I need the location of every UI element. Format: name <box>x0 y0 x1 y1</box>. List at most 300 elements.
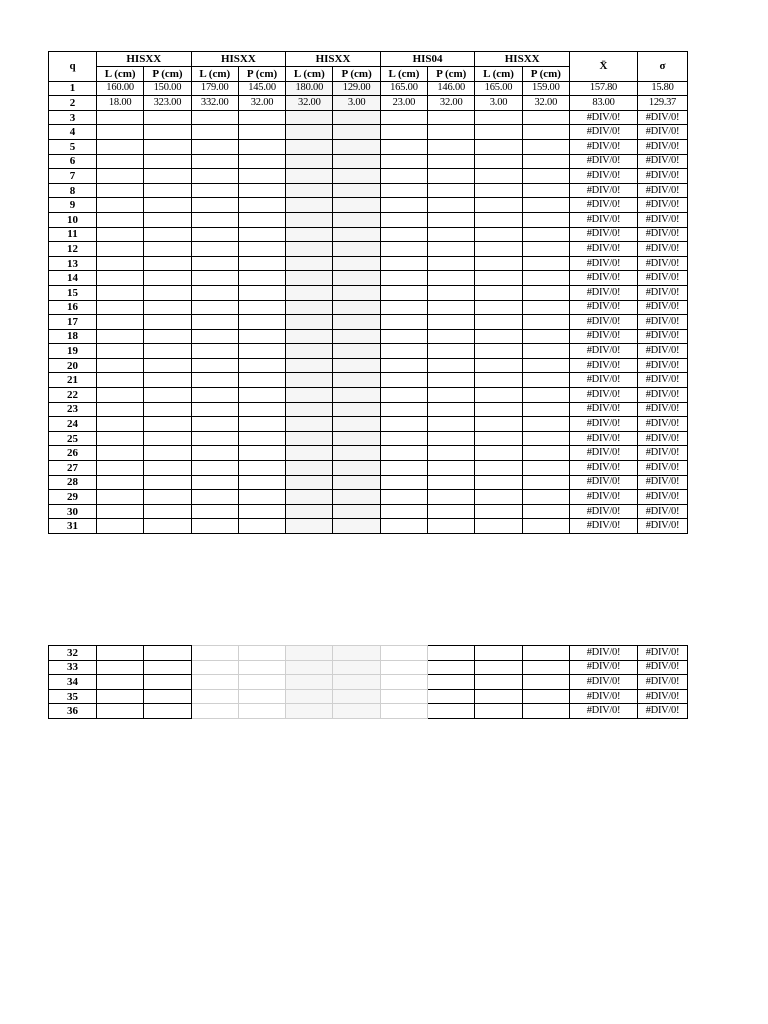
data-cell[interactable] <box>380 212 427 227</box>
data-cell[interactable] <box>286 646 333 661</box>
data-cell[interactable] <box>428 646 475 661</box>
data-cell[interactable] <box>238 417 285 432</box>
data-cell[interactable] <box>475 125 522 140</box>
data-cell[interactable] <box>475 198 522 213</box>
data-cell[interactable] <box>191 490 238 505</box>
data-cell[interactable] <box>144 646 191 661</box>
data-cell[interactable] <box>333 358 380 373</box>
data-cell[interactable] <box>286 198 333 213</box>
data-cell[interactable] <box>380 519 427 534</box>
data-cell[interactable] <box>522 446 569 461</box>
data-cell[interactable] <box>475 271 522 286</box>
data-cell[interactable] <box>428 689 475 704</box>
data-cell[interactable] <box>333 256 380 271</box>
data-cell[interactable] <box>475 110 522 125</box>
data-cell[interactable] <box>97 504 144 519</box>
mean-cell[interactable]: #DIV/0! <box>569 198 637 213</box>
data-cell[interactable] <box>144 139 191 154</box>
data-cell[interactable] <box>144 490 191 505</box>
data-cell[interactable] <box>428 388 475 403</box>
data-cell[interactable] <box>144 475 191 490</box>
data-cell[interactable] <box>238 461 285 476</box>
data-cell[interactable] <box>238 446 285 461</box>
data-cell[interactable] <box>191 183 238 198</box>
data-cell[interactable]: 23.00 <box>380 96 427 111</box>
sd-cell[interactable]: #DIV/0! <box>637 154 687 169</box>
data-cell[interactable] <box>238 227 285 242</box>
data-cell[interactable] <box>97 388 144 403</box>
mean-cell[interactable]: #DIV/0! <box>569 660 637 675</box>
data-cell[interactable] <box>286 704 333 719</box>
data-cell[interactable]: 32.00 <box>522 96 569 111</box>
data-cell[interactable] <box>380 256 427 271</box>
data-cell[interactable] <box>97 242 144 257</box>
data-cell[interactable] <box>144 271 191 286</box>
data-cell[interactable] <box>333 183 380 198</box>
data-cell[interactable] <box>428 227 475 242</box>
mean-cell[interactable]: #DIV/0! <box>569 183 637 198</box>
data-cell[interactable] <box>144 154 191 169</box>
mean-cell[interactable]: #DIV/0! <box>569 689 637 704</box>
data-cell[interactable] <box>238 358 285 373</box>
data-cell[interactable] <box>428 373 475 388</box>
data-cell[interactable] <box>380 402 427 417</box>
data-cell[interactable] <box>475 689 522 704</box>
data-cell[interactable] <box>191 139 238 154</box>
data-cell[interactable] <box>286 344 333 359</box>
data-cell[interactable] <box>522 329 569 344</box>
data-cell[interactable] <box>191 198 238 213</box>
data-cell[interactable] <box>428 329 475 344</box>
sd-cell[interactable]: #DIV/0! <box>637 198 687 213</box>
data-cell[interactable] <box>238 519 285 534</box>
data-cell[interactable] <box>191 344 238 359</box>
data-cell[interactable] <box>333 227 380 242</box>
mean-cell[interactable]: #DIV/0! <box>569 227 637 242</box>
data-cell[interactable] <box>522 227 569 242</box>
data-cell[interactable] <box>428 198 475 213</box>
data-cell[interactable] <box>191 417 238 432</box>
mean-cell[interactable]: #DIV/0! <box>569 490 637 505</box>
sd-cell[interactable]: 129.37 <box>637 96 687 111</box>
data-cell[interactable] <box>333 689 380 704</box>
data-cell[interactable] <box>144 198 191 213</box>
data-cell[interactable] <box>238 139 285 154</box>
data-cell[interactable] <box>144 256 191 271</box>
sd-cell[interactable]: 15.80 <box>637 81 687 96</box>
data-cell[interactable] <box>286 358 333 373</box>
data-cell[interactable] <box>191 329 238 344</box>
data-cell[interactable] <box>238 689 285 704</box>
data-cell[interactable] <box>428 519 475 534</box>
data-cell[interactable] <box>380 344 427 359</box>
data-cell[interactable] <box>380 417 427 432</box>
mean-cell[interactable]: #DIV/0! <box>569 110 637 125</box>
data-cell[interactable] <box>475 504 522 519</box>
data-cell[interactable] <box>286 315 333 330</box>
data-cell[interactable] <box>522 242 569 257</box>
data-cell[interactable] <box>286 242 333 257</box>
data-cell[interactable] <box>522 373 569 388</box>
data-cell[interactable] <box>428 475 475 490</box>
sd-cell[interactable]: #DIV/0! <box>637 242 687 257</box>
mean-cell[interactable]: #DIV/0! <box>569 388 637 403</box>
data-cell[interactable] <box>380 125 427 140</box>
data-cell[interactable] <box>522 490 569 505</box>
sd-cell[interactable]: #DIV/0! <box>637 373 687 388</box>
data-cell[interactable] <box>522 315 569 330</box>
data-cell[interactable] <box>380 660 427 675</box>
data-cell[interactable] <box>191 212 238 227</box>
data-cell[interactable] <box>333 431 380 446</box>
data-cell[interactable] <box>144 660 191 675</box>
sd-cell[interactable]: #DIV/0! <box>637 475 687 490</box>
data-cell[interactable] <box>428 271 475 286</box>
data-cell[interactable] <box>475 169 522 184</box>
data-cell[interactable] <box>97 675 144 690</box>
data-cell[interactable] <box>522 271 569 286</box>
sd-cell[interactable]: #DIV/0! <box>637 660 687 675</box>
data-cell[interactable] <box>522 256 569 271</box>
data-cell[interactable] <box>97 329 144 344</box>
data-cell[interactable] <box>191 315 238 330</box>
data-cell[interactable] <box>144 388 191 403</box>
data-cell[interactable] <box>286 519 333 534</box>
sd-cell[interactable]: #DIV/0! <box>637 300 687 315</box>
sd-cell[interactable]: #DIV/0! <box>637 169 687 184</box>
data-cell[interactable] <box>428 358 475 373</box>
sd-cell[interactable]: #DIV/0! <box>637 689 687 704</box>
sd-cell[interactable]: #DIV/0! <box>637 431 687 446</box>
data-cell[interactable] <box>238 704 285 719</box>
data-cell[interactable] <box>380 504 427 519</box>
sd-cell[interactable]: #DIV/0! <box>637 704 687 719</box>
data-cell[interactable] <box>286 431 333 446</box>
data-cell[interactable] <box>475 242 522 257</box>
data-cell[interactable] <box>97 198 144 213</box>
data-cell[interactable] <box>333 212 380 227</box>
mean-cell[interactable]: #DIV/0! <box>569 417 637 432</box>
data-cell[interactable] <box>238 183 285 198</box>
sd-cell[interactable]: #DIV/0! <box>637 417 687 432</box>
data-cell[interactable] <box>333 300 380 315</box>
data-cell[interactable] <box>286 660 333 675</box>
sd-cell[interactable]: #DIV/0! <box>637 285 687 300</box>
data-cell[interactable] <box>428 212 475 227</box>
data-cell[interactable] <box>522 475 569 490</box>
data-cell[interactable]: 146.00 <box>428 81 475 96</box>
data-cell[interactable] <box>333 285 380 300</box>
data-cell[interactable] <box>97 125 144 140</box>
mean-cell[interactable]: #DIV/0! <box>569 285 637 300</box>
data-cell[interactable] <box>333 675 380 690</box>
data-cell[interactable] <box>97 183 144 198</box>
data-cell[interactable] <box>238 198 285 213</box>
data-cell[interactable] <box>475 373 522 388</box>
data-cell[interactable] <box>380 646 427 661</box>
data-cell[interactable] <box>238 402 285 417</box>
data-cell[interactable] <box>522 198 569 213</box>
data-cell[interactable] <box>238 271 285 286</box>
data-cell[interactable] <box>191 461 238 476</box>
data-cell[interactable] <box>97 358 144 373</box>
data-cell[interactable] <box>144 329 191 344</box>
data-cell[interactable] <box>475 646 522 661</box>
data-cell[interactable] <box>522 110 569 125</box>
data-cell[interactable] <box>286 125 333 140</box>
data-cell[interactable] <box>475 675 522 690</box>
data-cell[interactable] <box>97 300 144 315</box>
data-cell[interactable] <box>522 646 569 661</box>
data-cell[interactable] <box>475 256 522 271</box>
data-cell[interactable] <box>144 110 191 125</box>
data-cell[interactable] <box>333 125 380 140</box>
data-cell[interactable]: 18.00 <box>97 96 144 111</box>
data-cell[interactable] <box>144 675 191 690</box>
data-cell[interactable] <box>522 388 569 403</box>
data-cell[interactable] <box>238 675 285 690</box>
data-cell[interactable] <box>286 475 333 490</box>
data-cell[interactable] <box>475 344 522 359</box>
data-cell[interactable] <box>286 256 333 271</box>
data-cell[interactable] <box>475 329 522 344</box>
data-cell[interactable] <box>380 227 427 242</box>
data-cell[interactable] <box>286 169 333 184</box>
data-cell[interactable] <box>97 431 144 446</box>
data-cell[interactable] <box>144 212 191 227</box>
data-cell[interactable] <box>191 446 238 461</box>
data-cell[interactable] <box>286 461 333 476</box>
sd-cell[interactable]: #DIV/0! <box>637 329 687 344</box>
data-cell[interactable] <box>428 154 475 169</box>
mean-cell[interactable]: #DIV/0! <box>569 519 637 534</box>
data-cell[interactable] <box>97 660 144 675</box>
data-cell[interactable] <box>97 704 144 719</box>
mean-cell[interactable]: #DIV/0! <box>569 242 637 257</box>
data-cell[interactable]: 32.00 <box>238 96 285 111</box>
data-cell[interactable]: 3.00 <box>333 96 380 111</box>
data-cell[interactable] <box>428 285 475 300</box>
data-cell[interactable] <box>333 169 380 184</box>
data-cell[interactable]: 159.00 <box>522 81 569 96</box>
data-cell[interactable]: 165.00 <box>475 81 522 96</box>
data-cell[interactable] <box>522 675 569 690</box>
sd-cell[interactable]: #DIV/0! <box>637 519 687 534</box>
data-cell[interactable] <box>428 242 475 257</box>
data-cell[interactable] <box>97 212 144 227</box>
data-cell[interactable] <box>475 417 522 432</box>
data-cell[interactable] <box>97 344 144 359</box>
data-cell[interactable] <box>428 344 475 359</box>
data-cell[interactable] <box>522 504 569 519</box>
data-cell[interactable] <box>286 373 333 388</box>
sd-cell[interactable]: #DIV/0! <box>637 110 687 125</box>
data-cell[interactable] <box>522 212 569 227</box>
data-cell[interactable] <box>97 519 144 534</box>
mean-cell[interactable]: #DIV/0! <box>569 300 637 315</box>
data-cell[interactable] <box>475 431 522 446</box>
data-cell[interactable] <box>380 110 427 125</box>
data-cell[interactable] <box>238 475 285 490</box>
data-cell[interactable] <box>97 227 144 242</box>
data-cell[interactable] <box>475 446 522 461</box>
mean-cell[interactable]: #DIV/0! <box>569 125 637 140</box>
data-cell[interactable]: 3.00 <box>475 96 522 111</box>
data-cell[interactable] <box>522 169 569 184</box>
data-cell[interactable] <box>428 183 475 198</box>
data-cell[interactable] <box>333 660 380 675</box>
sd-cell[interactable]: #DIV/0! <box>637 315 687 330</box>
data-cell[interactable] <box>144 227 191 242</box>
mean-cell[interactable]: #DIV/0! <box>569 446 637 461</box>
data-cell[interactable] <box>333 344 380 359</box>
data-cell[interactable] <box>522 154 569 169</box>
sd-cell[interactable]: #DIV/0! <box>637 675 687 690</box>
data-cell[interactable]: 32.00 <box>286 96 333 111</box>
data-cell[interactable] <box>428 660 475 675</box>
data-cell[interactable]: 160.00 <box>97 81 144 96</box>
data-cell[interactable] <box>380 300 427 315</box>
sd-cell[interactable]: #DIV/0! <box>637 256 687 271</box>
sd-cell[interactable]: #DIV/0! <box>637 344 687 359</box>
sd-cell[interactable]: #DIV/0! <box>637 358 687 373</box>
data-cell[interactable] <box>333 110 380 125</box>
data-cell[interactable] <box>522 431 569 446</box>
data-cell[interactable] <box>475 139 522 154</box>
data-cell[interactable] <box>522 519 569 534</box>
sd-cell[interactable]: #DIV/0! <box>637 139 687 154</box>
data-cell[interactable] <box>522 183 569 198</box>
mean-cell[interactable]: #DIV/0! <box>569 256 637 271</box>
data-cell[interactable] <box>191 504 238 519</box>
data-cell[interactable] <box>380 242 427 257</box>
data-cell[interactable] <box>286 675 333 690</box>
data-cell[interactable] <box>191 475 238 490</box>
data-cell[interactable] <box>333 139 380 154</box>
data-cell[interactable] <box>286 183 333 198</box>
data-cell[interactable] <box>238 329 285 344</box>
data-cell[interactable] <box>475 358 522 373</box>
sd-cell[interactable]: #DIV/0! <box>637 271 687 286</box>
data-cell[interactable]: 129.00 <box>333 81 380 96</box>
mean-cell[interactable]: #DIV/0! <box>569 504 637 519</box>
data-cell[interactable] <box>144 285 191 300</box>
data-cell[interactable] <box>380 139 427 154</box>
data-cell[interactable] <box>333 646 380 661</box>
data-cell[interactable] <box>333 446 380 461</box>
sd-cell[interactable]: #DIV/0! <box>637 402 687 417</box>
data-cell[interactable] <box>522 300 569 315</box>
data-cell[interactable] <box>191 242 238 257</box>
data-cell[interactable] <box>475 402 522 417</box>
data-cell[interactable] <box>97 154 144 169</box>
sd-cell[interactable]: #DIV/0! <box>637 461 687 476</box>
data-cell[interactable] <box>97 402 144 417</box>
data-cell[interactable] <box>380 461 427 476</box>
data-cell[interactable] <box>286 212 333 227</box>
sd-cell[interactable]: #DIV/0! <box>637 446 687 461</box>
mean-cell[interactable]: #DIV/0! <box>569 475 637 490</box>
data-cell[interactable] <box>286 417 333 432</box>
data-cell[interactable] <box>380 154 427 169</box>
data-cell[interactable] <box>97 285 144 300</box>
data-cell[interactable] <box>97 646 144 661</box>
data-cell[interactable] <box>97 139 144 154</box>
mean-cell[interactable]: #DIV/0! <box>569 675 637 690</box>
data-cell[interactable] <box>238 242 285 257</box>
data-cell[interactable] <box>191 169 238 184</box>
data-cell[interactable] <box>144 373 191 388</box>
data-cell[interactable] <box>428 110 475 125</box>
data-cell[interactable] <box>144 358 191 373</box>
data-cell[interactable] <box>333 417 380 432</box>
data-cell[interactable] <box>380 285 427 300</box>
data-cell[interactable] <box>428 490 475 505</box>
data-cell[interactable] <box>380 446 427 461</box>
mean-cell[interactable]: #DIV/0! <box>569 402 637 417</box>
data-cell[interactable] <box>238 300 285 315</box>
data-cell[interactable] <box>522 358 569 373</box>
data-cell[interactable] <box>475 315 522 330</box>
mean-cell[interactable]: 83.00 <box>569 96 637 111</box>
data-cell[interactable] <box>191 358 238 373</box>
data-cell[interactable] <box>333 242 380 257</box>
data-cell[interactable] <box>144 704 191 719</box>
data-cell[interactable] <box>475 154 522 169</box>
data-cell[interactable] <box>522 125 569 140</box>
data-cell[interactable] <box>238 344 285 359</box>
data-cell[interactable] <box>144 402 191 417</box>
data-cell[interactable] <box>286 110 333 125</box>
data-cell[interactable] <box>238 125 285 140</box>
data-cell[interactable] <box>333 504 380 519</box>
data-cell[interactable] <box>144 689 191 704</box>
data-cell[interactable] <box>380 490 427 505</box>
data-cell[interactable] <box>144 446 191 461</box>
mean-cell[interactable]: #DIV/0! <box>569 169 637 184</box>
data-cell[interactable] <box>144 183 191 198</box>
sd-cell[interactable]: #DIV/0! <box>637 212 687 227</box>
mean-cell[interactable]: #DIV/0! <box>569 373 637 388</box>
data-cell[interactable] <box>475 227 522 242</box>
mean-cell[interactable]: #DIV/0! <box>569 315 637 330</box>
data-cell[interactable] <box>191 388 238 403</box>
mean-cell[interactable]: #DIV/0! <box>569 271 637 286</box>
data-cell[interactable] <box>333 461 380 476</box>
data-cell[interactable] <box>475 388 522 403</box>
mean-cell[interactable]: #DIV/0! <box>569 154 637 169</box>
data-cell[interactable] <box>428 402 475 417</box>
data-cell[interactable] <box>428 169 475 184</box>
sd-cell[interactable]: #DIV/0! <box>637 490 687 505</box>
sd-cell[interactable]: #DIV/0! <box>637 388 687 403</box>
data-cell[interactable] <box>380 388 427 403</box>
data-cell[interactable] <box>144 125 191 140</box>
data-cell[interactable] <box>191 704 238 719</box>
data-cell[interactable] <box>97 417 144 432</box>
mean-cell[interactable]: #DIV/0! <box>569 646 637 661</box>
data-cell[interactable] <box>238 110 285 125</box>
data-cell[interactable] <box>380 675 427 690</box>
data-cell[interactable] <box>475 660 522 675</box>
data-cell[interactable] <box>522 285 569 300</box>
sd-cell[interactable]: #DIV/0! <box>637 646 687 661</box>
data-cell[interactable]: 323.00 <box>144 96 191 111</box>
data-cell[interactable] <box>380 271 427 286</box>
data-cell[interactable] <box>380 315 427 330</box>
data-cell[interactable] <box>97 271 144 286</box>
data-cell[interactable] <box>144 169 191 184</box>
